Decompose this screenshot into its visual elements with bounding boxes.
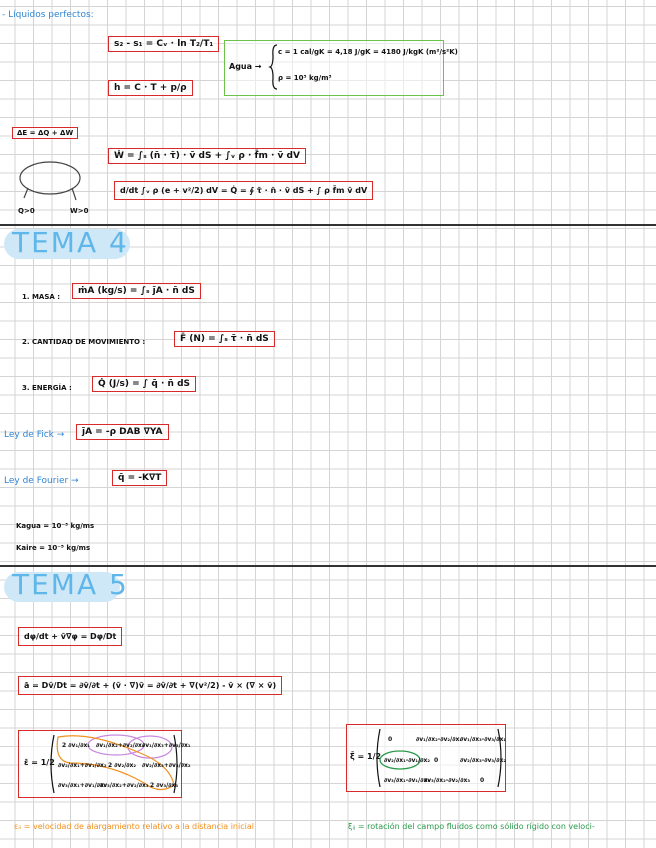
cycle-w-label: W>0 bbox=[70, 207, 89, 215]
svg-text:∂v₃/∂x₁-∂v₁/∂x₃: ∂v₃/∂x₁-∂v₁/∂x₃ bbox=[384, 777, 431, 784]
strain-label: ε̄ = 1/2 bbox=[24, 758, 55, 767]
work-equation: Ẇ = ∫ₛ (n̄ · τ̄) · v̄ dS + ∫ᵥ ρ · f̄m · v̄ dV bbox=[108, 148, 306, 164]
energy-balance: ΔE = ΔQ + ΔW bbox=[12, 127, 78, 139]
rotation-matrix bbox=[376, 727, 507, 789]
svg-text:∂v₁/∂x₃-∂v₃/∂x₁: ∂v₁/∂x₃-∂v₃/∂x₁ bbox=[460, 736, 507, 743]
k-agua: Kagua = 10⁻³ kg/ms bbox=[16, 522, 95, 530]
energy-equation: d/dt ∫ᵥ ρ (e + v²/2) dV = Q̇ = ∮ τ̄ · n̄ · v̄ dS + ∫ ρ f̄m v̄ dV bbox=[114, 181, 373, 200]
svg-text:∂v₂/∂x₁-∂v₁/∂x₂: ∂v₂/∂x₁-∂v₁/∂x₂ bbox=[384, 757, 431, 764]
fourier-equation: q̄ = -K∇T bbox=[112, 470, 167, 486]
svg-text:∂v₁/∂x₂-∂v₂/∂x₁: ∂v₁/∂x₂-∂v₂/∂x₁ bbox=[416, 736, 463, 743]
svg-text:∂v₂/∂x₃+∂v₃/∂x₂: ∂v₂/∂x₃+∂v₃/∂x₂ bbox=[142, 762, 191, 769]
svg-text:∂v₁/∂x₂+∂v₂/∂x₁: ∂v₁/∂x₂+∂v₂/∂x₁ bbox=[96, 742, 145, 749]
svg-text:∂v₂/∂x₃-∂v₃/∂x₂: ∂v₂/∂x₃-∂v₃/∂x₂ bbox=[460, 757, 507, 764]
rotation-label: ξ̄ = 1/2 bbox=[350, 752, 382, 761]
k-aire: Kaire = 10⁻⁵ kg/ms bbox=[16, 544, 91, 552]
strain-note: εᵢᵢ = velocidad de alargamiento relativo a la distancia inicial bbox=[14, 822, 254, 831]
strain-matrix bbox=[50, 733, 191, 795]
rotation-note: ξᵢⱼ = rotación del campo fluidos como sólido rígido con veloci- bbox=[348, 822, 595, 831]
water-rho-equation: ρ = 10³ kg/m³ bbox=[278, 74, 332, 82]
tema5-title: TEMA 5 bbox=[12, 568, 129, 601]
enthalpy-equation: h = C · T + p/ρ bbox=[108, 80, 193, 96]
brace-icon bbox=[270, 44, 278, 90]
cantidad-label: 2. CANTIDAD DE MOVIMIENTO : bbox=[22, 338, 146, 346]
water-label: Agua → bbox=[229, 62, 262, 71]
masa-equation: ṁA (kg/s) = ∫ₛ j̄A · n̄ dS bbox=[72, 283, 201, 299]
water-c-equation: c = 1 cal/gK = 4,18 J/gK = 4180 J/kgK (m²/s²K) bbox=[278, 48, 458, 56]
svg-text:2 ∂v₃/∂x₃: 2 ∂v₃/∂x₃ bbox=[150, 782, 179, 789]
svg-text:∂v₃/∂x₂-∂v₂/∂x₃: ∂v₃/∂x₂-∂v₂/∂x₃ bbox=[424, 777, 471, 784]
svg-text:∂v₁/∂x₃+∂v₃/∂x₁: ∂v₁/∂x₃+∂v₃/∂x₁ bbox=[142, 742, 191, 749]
svg-text:0: 0 bbox=[434, 757, 439, 764]
svg-text:∂v₃/∂x₂+∂v₂/∂x₃: ∂v₃/∂x₂+∂v₂/∂x₃ bbox=[100, 782, 149, 789]
svg-text:∂v₃/∂x₁+∂v₁/∂x₃: ∂v₃/∂x₁+∂v₁/∂x₃ bbox=[58, 782, 107, 789]
svg-text:0: 0 bbox=[388, 736, 393, 743]
fick-label: Ley de Fick → bbox=[4, 430, 65, 440]
svg-text:∂v₂/∂x₁+∂v₁/∂x₂: ∂v₂/∂x₁+∂v₁/∂x₂ bbox=[58, 762, 107, 769]
masa-label: 1. MASA : bbox=[22, 293, 61, 301]
energia-equation: Q̇ (J/s) = ∫ q̄ · n̄ dS bbox=[92, 376, 196, 392]
fourier-label: Ley de Fourier → bbox=[4, 476, 79, 486]
svg-text:0: 0 bbox=[480, 777, 485, 784]
entropy-equation: s₂ - s₁ = Cᵥ · ln T₂/T₁ bbox=[108, 36, 219, 52]
fick-equation: j̄A = -ρ DAB ∇YA bbox=[76, 424, 169, 440]
tema4-title: TEMA 4 bbox=[12, 226, 129, 259]
svg-text:2 ∂v₁/∂x₁: 2 ∂v₁/∂x₁ bbox=[62, 742, 91, 749]
thermo-cycle-icon bbox=[18, 160, 88, 208]
acceleration-equation: ā = Dv̄/Dt = ∂v̄/∂t + (v̄ · ∇)v̄ = ∂v̄/∂t + ∇(v²/2) - v̄ × (∇ × v̄) bbox=[18, 676, 282, 695]
svg-text:2 ∂v₂/∂x₂: 2 ∂v₂/∂x₂ bbox=[108, 762, 137, 769]
material-derivative-equation: dφ/dt + v̄∇φ = Dφ/Dt bbox=[18, 627, 122, 646]
liquidos-heading: - Líquidos perfectos: bbox=[2, 10, 94, 20]
cantidad-equation: F̄ (N) = ∫ₛ τ̄ · n̄ dS bbox=[174, 331, 275, 347]
energia-label: 3. ENERGÍA : bbox=[22, 384, 72, 392]
section-divider bbox=[0, 565, 656, 567]
cycle-q-label: Q>0 bbox=[18, 207, 35, 215]
